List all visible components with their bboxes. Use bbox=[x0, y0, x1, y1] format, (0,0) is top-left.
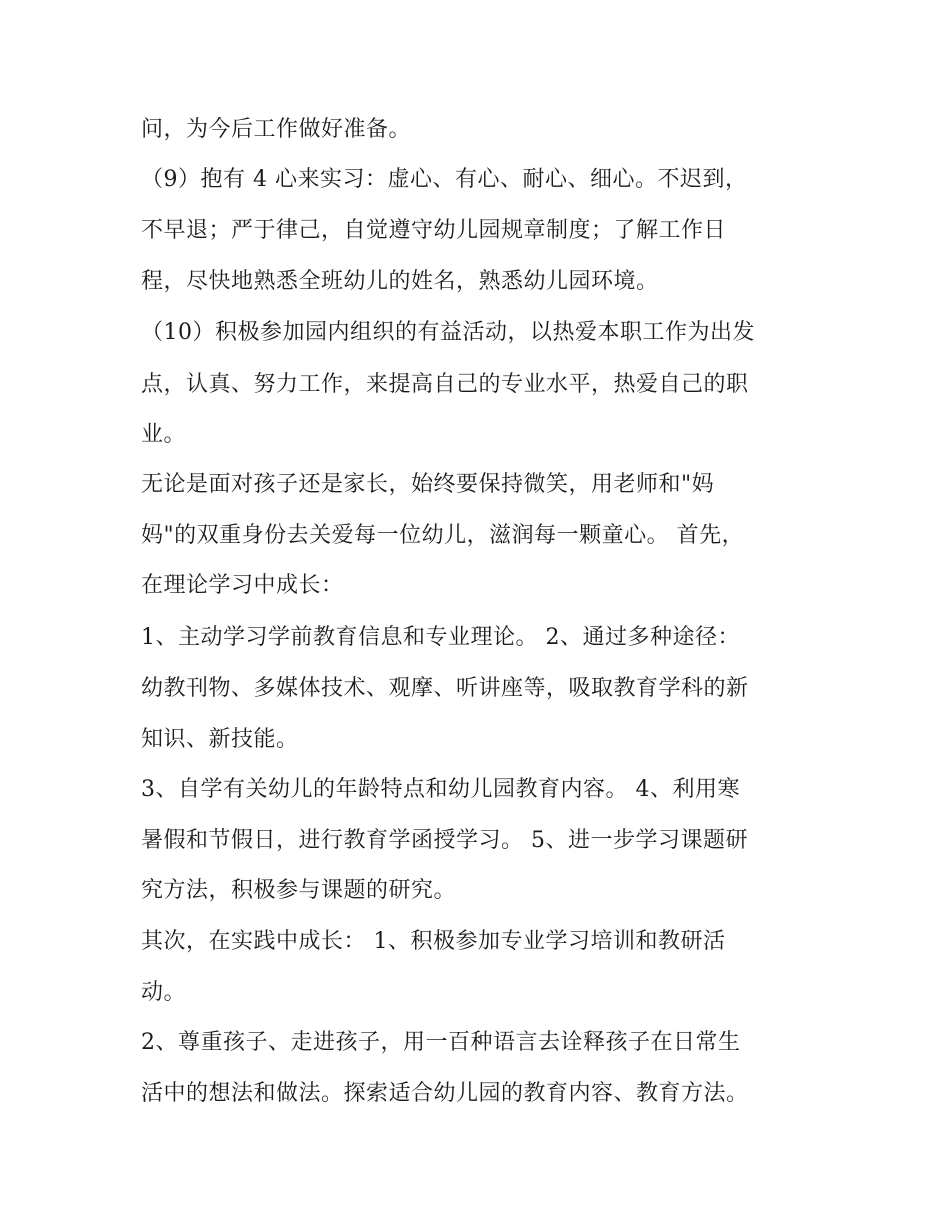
text-line: （9）抱有 4 心来实习：虚心、有心、耐心、细心。不迟到， bbox=[141, 167, 748, 192]
text-line: 活中的想法和做法。探索适合幼儿园的教育内容、教育方法。 bbox=[141, 1081, 749, 1106]
text-line: 1、主动学习学前教育信息和专业理论。 2、通过多种途径： bbox=[141, 625, 740, 650]
text-line: 动。 bbox=[141, 980, 187, 1005]
text-line: 不早退；严于律己，自觉遵守幼儿园规章制度；了解工作日 bbox=[141, 218, 727, 243]
text-line: 究方法，积极参与课题的研究。 bbox=[141, 878, 457, 903]
text-line: 妈"的双重身份去关爱每一位幼儿，滋润每一颗童心。 首先， bbox=[141, 523, 745, 548]
text-line: （10）积极参加园内组织的有益活动，以热爱本职工作为出发 bbox=[141, 320, 755, 345]
text-line: 幼教刊物、多媒体技术、观摩、听讲座等，吸取教育学科的新 bbox=[141, 676, 749, 701]
text-line: 知识、新技能。 bbox=[141, 727, 299, 752]
text-line: 程，尽快地熟悉全班幼儿的姓名，熟悉幼儿园环境。 bbox=[141, 269, 659, 294]
text-line: 暑假和节假日，进行教育学函授学习。 5、进一步学习课题研 bbox=[141, 828, 748, 853]
text-line: 在理论学习中成长： bbox=[141, 573, 344, 598]
text-line: 2、尊重孩子、走进孩子，用一百种语言去诠释孩子在日常生 bbox=[141, 1030, 741, 1055]
text-line: 无论是面对孩子还是家长，始终要保持微笑，用老师和"妈 bbox=[141, 472, 715, 497]
text-line: 其次，在实践中成长： 1、积极参加专业学习培训和教研活 bbox=[141, 929, 726, 954]
text-line: 业。 bbox=[141, 422, 187, 447]
text-line: 问，为今后工作做好准备。 bbox=[141, 117, 412, 142]
text-line: 点，认真、努力工作，来提高自己的专业水平，热爱自己的职 bbox=[141, 372, 749, 397]
text-line: 3、自学有关幼儿的年龄特点和幼儿园教育内容。 4、利用寒 bbox=[141, 777, 740, 802]
